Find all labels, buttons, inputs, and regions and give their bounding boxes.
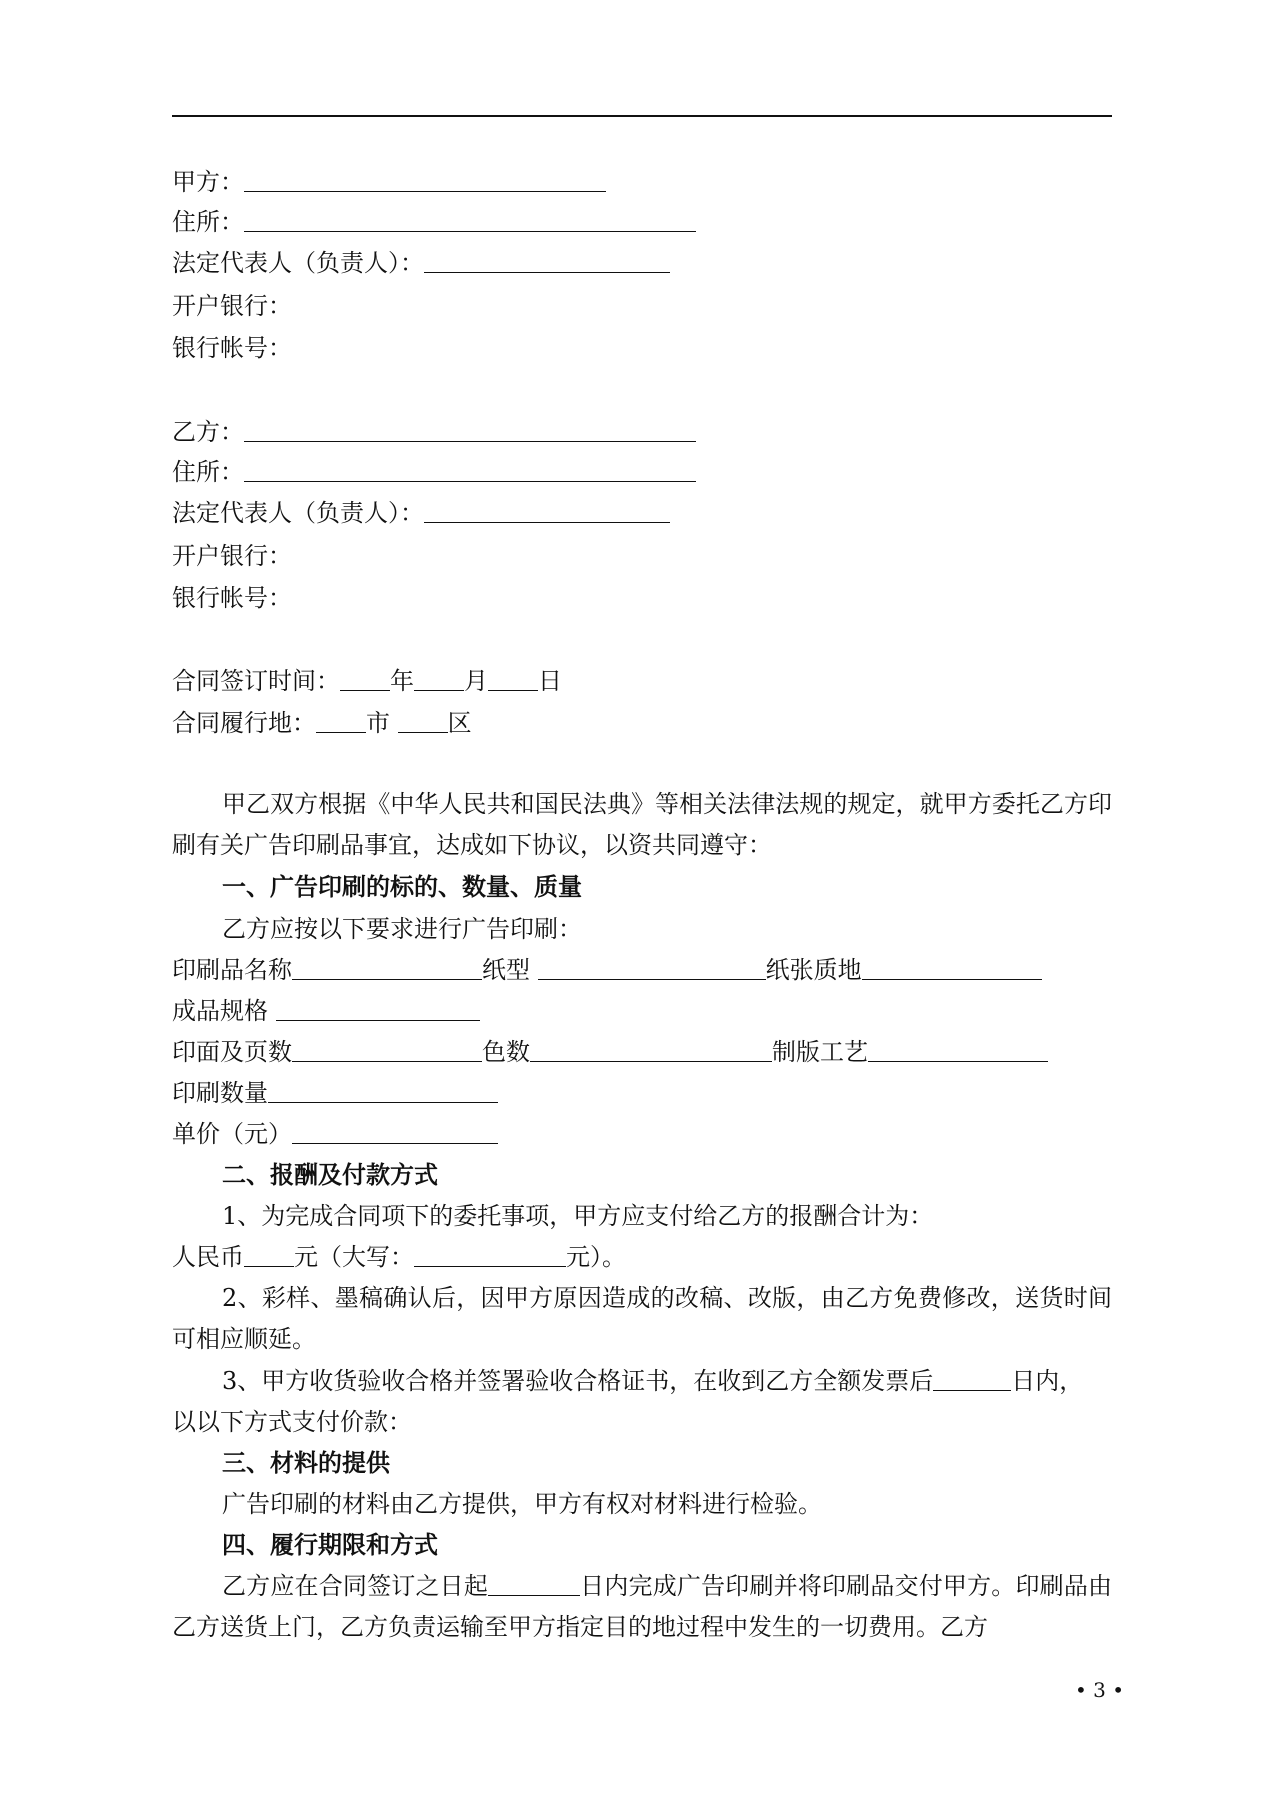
party-b-bank-row: 开户银行： — [172, 542, 292, 570]
party-b-name-row: 乙方： — [172, 412, 696, 452]
section4-title: 四、履行期限和方式 — [222, 1530, 438, 1559]
section1-text: 乙方应按以下要求进行广告印刷： — [222, 915, 582, 943]
signing-place-row: 合同履行地： 市 区 — [172, 703, 472, 743]
item-row-4: 印刷数量 — [172, 1073, 498, 1113]
intro-paragraph: 甲乙双方根据《中华人民共和国民法典》等相关法律法规的规定，就甲方委托乙方印刷有关广告印刷品事宜，达成如下协议，以资共同遵守： — [172, 790, 1112, 859]
signing-time-row: 合同签订时间： 年 月 日 — [172, 661, 562, 701]
section3-title: 三、材料的提供 — [222, 1448, 390, 1477]
item-row-2: 成品规格 — [172, 991, 480, 1031]
party-b-account-row: 银行帐号： — [172, 584, 292, 612]
party-b-rep-blank — [424, 496, 670, 523]
header-rule — [172, 115, 1112, 117]
section2-clause2: 2、彩样、墨稿确认后，因甲方原因造成的改稿、改版，由乙方免费修改，送货时间可相应顺延。 — [172, 1284, 1112, 1353]
item-row-5: 单价（元） — [172, 1114, 498, 1154]
party-a-name-row: 甲方： — [172, 162, 606, 202]
section4-text: 乙方应在合同签订之日起 日内完成广告印刷并将印刷品交付甲方。印刷品由乙方送货上门，乙方负责运输至甲方指定目的地过程中发生的一切费用。乙方 — [172, 1566, 1112, 1648]
page-number: • 3 • — [1075, 1678, 1125, 1702]
party-a-rep-row: 法定代表人（负责人）： — [172, 243, 670, 283]
party-b-address-row: 住所： — [172, 452, 696, 492]
section3-text: 广告印刷的材料由乙方提供，甲方有权对材料进行检验。 — [222, 1490, 822, 1518]
section1-title: 一、广告印刷的标的、数量、质量 — [222, 872, 582, 901]
party-b-name-blank — [244, 415, 696, 442]
section2-clause1: 1、为完成合同项下的委托事项，甲方应支付给乙方的报酬合计为： — [222, 1202, 934, 1230]
section2-clause3: 3、甲方收货验收合格并签署验收合格证书，在收到乙方全额发票后 日内， — [222, 1361, 1083, 1401]
party-a-name-blank — [244, 165, 606, 192]
section2-title: 二、报酬及付款方式 — [222, 1160, 438, 1189]
party-a-rep-blank — [424, 246, 670, 273]
section2-clause3-cont: 以以下方式支付价款： — [172, 1408, 412, 1436]
party-a-address-blank — [244, 205, 696, 232]
item-row-3: 印面及页数 色数 制版工艺 — [172, 1032, 1048, 1072]
party-b-rep-row: 法定代表人（负责人）： — [172, 493, 670, 533]
party-b-address-blank — [244, 455, 696, 482]
item-row-1: 印刷品名称 纸型 纸张质地 — [172, 950, 1042, 990]
party-a-address-row: 住所： — [172, 202, 696, 242]
party-a-bank-row: 开户银行： — [172, 292, 292, 320]
section2-amount-row: 人民币 元（大写： 元）。 — [172, 1237, 626, 1277]
party-a-account-row: 银行帐号： — [172, 334, 292, 362]
